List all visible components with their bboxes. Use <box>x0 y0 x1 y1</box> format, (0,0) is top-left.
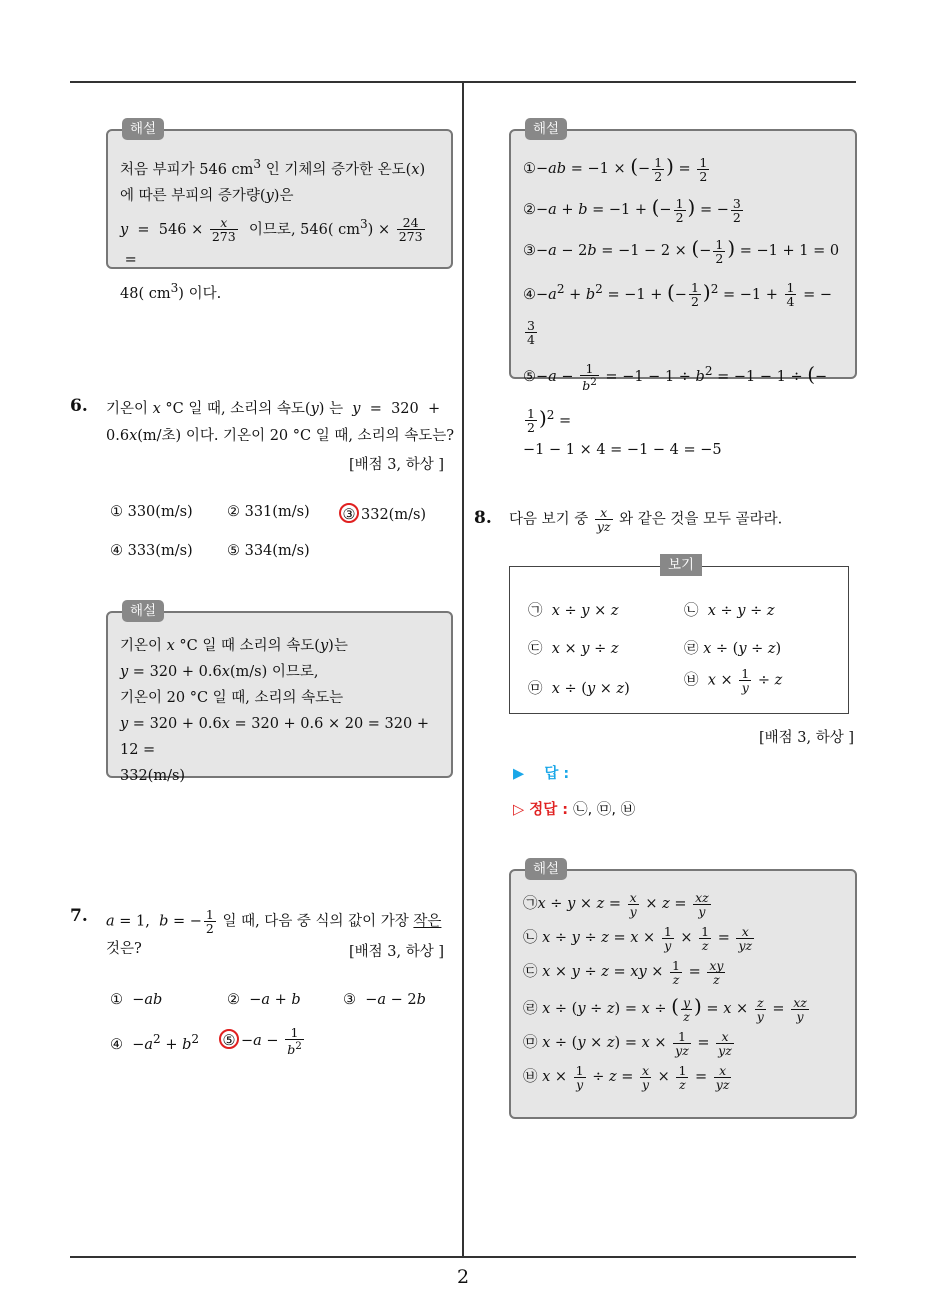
solution-tag: 해설 <box>525 858 567 880</box>
choice-7-1[interactable]: ① −ab <box>110 992 163 1008</box>
solution-box-q8 <box>509 861 857 1119</box>
question-number-6: 6. <box>70 396 88 416</box>
page-number: 2 <box>456 1266 470 1288</box>
play-arrow-icon: ▶ <box>513 766 525 782</box>
selected-answer-circle: ③ <box>339 503 359 523</box>
solution-box-right-top <box>509 121 857 459</box>
correct-answer-row <box>513 798 635 819</box>
choice-6-5[interactable]: ⑤ 334(m/s) <box>227 543 310 559</box>
selected-answer-circle: ⑤ <box>219 1029 239 1049</box>
sol5-line2: 에 따른 부피의 증가량(y)은 <box>120 187 294 204</box>
question-6-text: 기온이 x °C 일 때, 소리의 속도(y) 는 y = 320 + 0.6x(m/초) 이다. 기온이 20 °C 일 때, 소리의 속도는? <box>106 401 454 444</box>
solution-tag: 해설 <box>525 118 567 140</box>
solution-tag: 해설 <box>122 118 164 140</box>
rsol-line5: ⑤−a − $\frac{1}{b^2}$ = $-1 - 1 \div b^2 = -1 - 1$ ÷ (− $\frac{1}{2}$ )$^2$ = <box>523 360 828 435</box>
sol6-line3: 기온이 20 °C 일 때, 소리의 속도는 <box>120 690 344 706</box>
choice-7-4[interactable]: ④ $-a^2 + b^2$ <box>110 1032 200 1053</box>
score-q7: [배점 3, 하상 ] <box>349 944 445 960</box>
rsol-line1: ①−ab = −1 × (− $\frac{1}{2}$ ) = $\frac{1}{2}$ <box>523 154 708 184</box>
column-divider <box>462 83 464 1256</box>
bogi-box <box>509 557 849 714</box>
question-number-8: 8. <box>474 508 492 528</box>
sol8-line3: ㉢ x × y ÷ z = xy × $\frac{1}{z}$ = $\frac{xy}{z}$ <box>523 957 724 987</box>
bogi-item-3: ㉢ x × y ÷ z <box>528 641 619 657</box>
correct-value: ㉡, ㉤, ㉥ <box>573 802 636 818</box>
correct-label: 정답 : <box>529 802 569 818</box>
sol5-line4: 48( $cm^3$) 이다. <box>120 280 222 302</box>
choice-6-2[interactable]: ② 331(m/s) <box>227 504 310 520</box>
sol8-line6: ㉥ x × $\frac{1}{y}$ ÷ z = $\frac{x}{y}$ × $\frac{1}{z}$ = $\frac{x}{yz}$ <box>523 1062 730 1092</box>
answer-input-row[interactable] <box>513 762 569 783</box>
sol6-line2: y = 320 + 0.6x(m/s) 이므로, <box>120 664 319 680</box>
bogi-item-1: ㉠ x ÷ y × z <box>528 603 619 619</box>
bogi-tag: 보기 <box>660 554 702 576</box>
bogi-item-6: ㉥ x × $\frac{1}{y}$ ÷ z <box>684 666 783 695</box>
rsol-line3: ③−a − 2b = −1 − 2 × (− $\frac{1}{2}$ ) = −1 + 1 = 0 <box>523 236 840 266</box>
answer-label: 답 : <box>544 766 570 782</box>
question-8-text: 다음 보기 중 $\frac{x}{yz}$ 와 같은 것을 모두 골라라. <box>509 505 783 534</box>
question-number-7: 7. <box>70 906 88 926</box>
choice-6-3[interactable]: ③ 332(m/s) <box>343 503 426 523</box>
outline-arrow-icon: ▷ <box>513 802 525 818</box>
question-7-text: a = 1, b = − $\frac{1}{2}$ 일 때, 다음 중 식의 값이 가장 작은 것은? <box>106 907 442 957</box>
sol8-line5: ㉤ x ÷ (y × z) = x × $\frac{1}{yz}$ = $\frac{x}{yz}$ <box>523 1028 732 1058</box>
choice-7-5[interactable]: ⑤ −a − $\frac{1}{b^2}$ <box>223 1026 306 1056</box>
solution-box-q6 <box>106 603 453 784</box>
score-q6: [배점 3, 하상 ] <box>349 457 445 473</box>
solution-box-q5 <box>106 121 453 302</box>
rsol-line6: −1 − 1 × 4 = −1 − 4 = −5 <box>523 442 722 459</box>
sol5-line1: 처음 부피가 546 $cm^3$ 인 기체의 증가한 온도(x) <box>120 157 426 178</box>
sol5-line3: y = 546 × $\frac{x}{273}$ 이므로, 546( $cm^3$) × $\frac{24}{273}$ = <box>120 215 423 268</box>
bottom-rule <box>70 1256 856 1258</box>
bogi-item-4: ㉣ x ÷ (y ÷ z) <box>684 641 782 657</box>
sol8-line4: ㉣ x ÷ (y ÷ z) = x ÷ ( $\frac{y}{z}$ ) = x × $\frac{z}{y}$ = $\frac{xz}{y}$ <box>523 994 807 1024</box>
solution-tag: 해설 <box>122 600 164 622</box>
choice-7-3[interactable]: ③ −a − 2b <box>343 992 426 1008</box>
rsol-line2: ②−a + b = −1 + (− $\frac{1}{2}$ ) = − $\frac{3}{2}$ <box>523 195 741 225</box>
sol6-line4: y = 320 + 0.6x = 320 + 0.6 × 20 = 320 + 12 = <box>120 716 429 758</box>
sol8-line1: ㉠x ÷ y × z = $\frac{x}{y}$ × z = $\frac{xz}{y}$ <box>523 889 709 919</box>
score-q8: [배점 3, 하상 ] <box>759 730 855 746</box>
bogi-item-5: ㉤ x ÷ (y × z) <box>528 681 630 697</box>
sol6-line1: 기온이 x °C 일 때 소리의 속도(y)는 <box>120 638 348 654</box>
sol8-line2: ㉡ x ÷ y ÷ z = x × $\frac{1}{y}$ × $\frac{1}{z}$ = $\frac{x}{yz}$ <box>523 923 753 953</box>
choice-6-1[interactable]: ① 330(m/s) <box>110 504 193 520</box>
choice-7-2[interactable]: ② −a + b <box>227 992 301 1008</box>
bogi-item-2: ㉡ x ÷ y ÷ z <box>684 603 775 619</box>
rsol-line4: $④-a^2 + b^2 = -1$ + (− $\frac{1}{2}$ )$^2$ = −1 + $\frac{1}{4}$ = − $\frac{3}{4}$ <box>523 279 833 348</box>
choice-6-4[interactable]: ④ 333(m/s) <box>110 543 193 559</box>
sol6-line5: 332(m/s) <box>120 768 186 784</box>
